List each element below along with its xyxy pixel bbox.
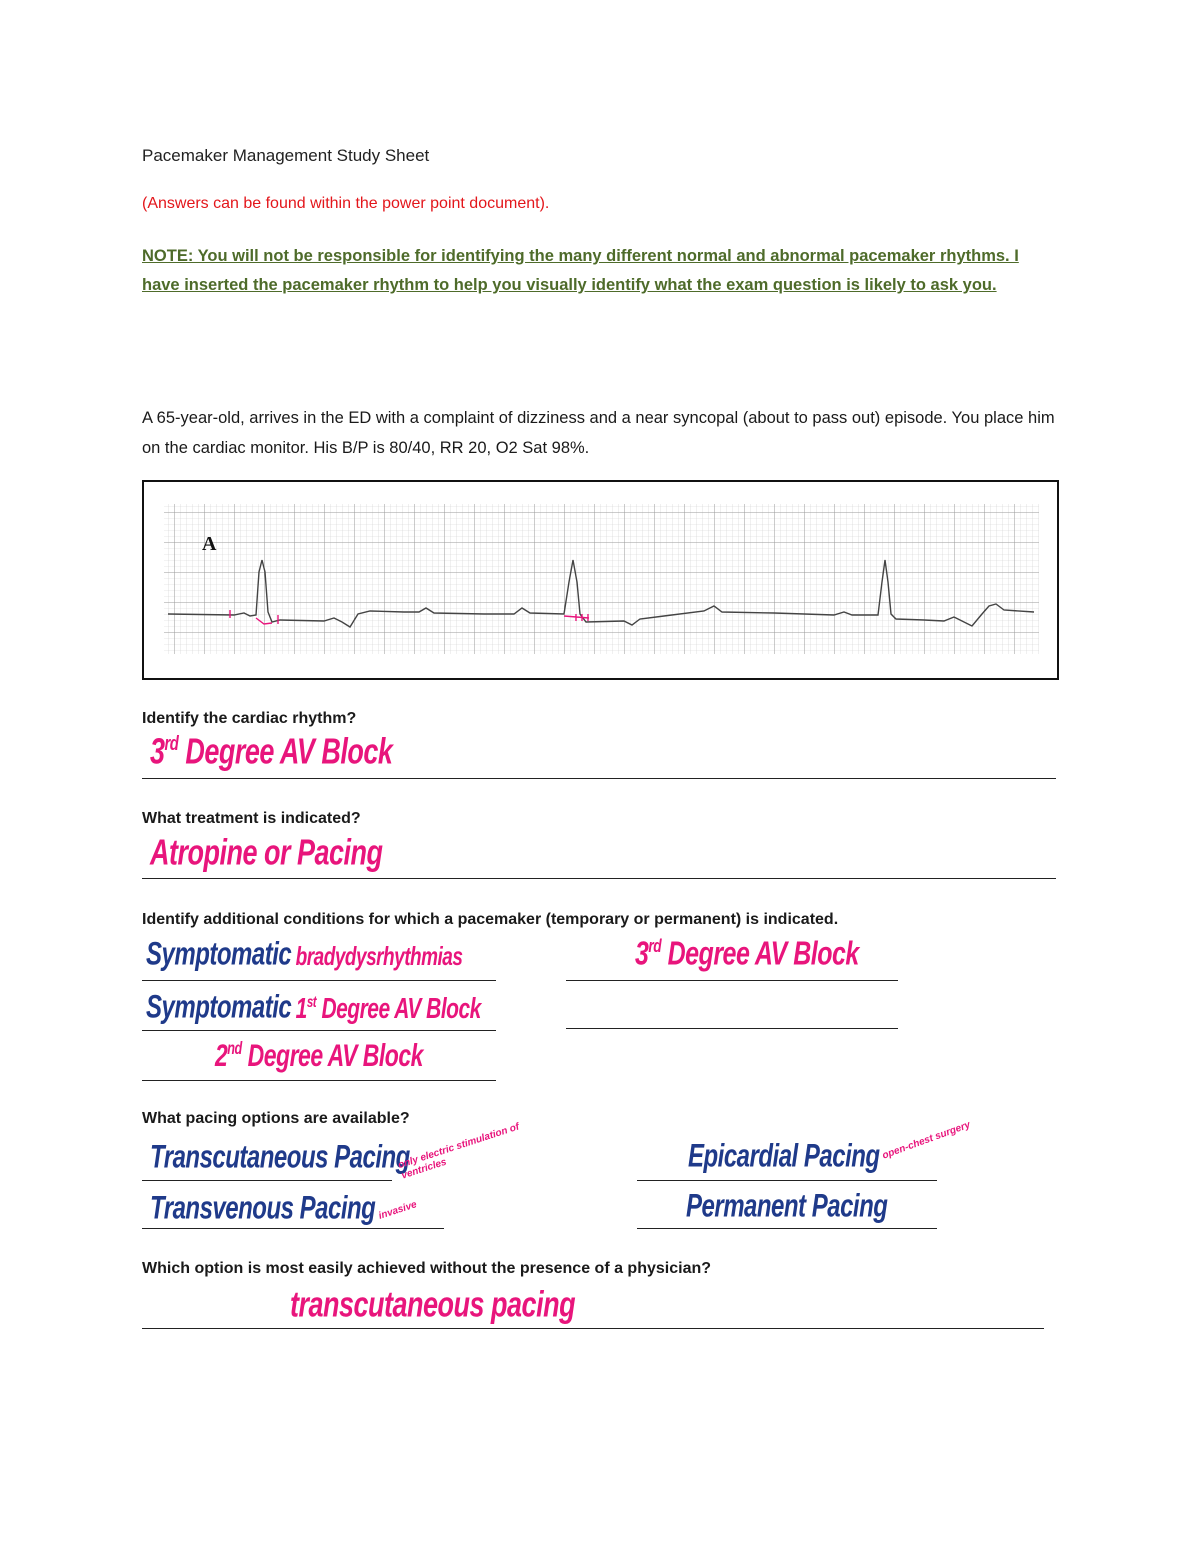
answer-rhythm (150, 731, 392, 773)
condition-1-blue: Symptomatic (146, 936, 292, 973)
question-conditions: Identify additional conditions for which a pacemaker (temporary or permanent) is indicated. (142, 911, 839, 928)
ecg-grid (164, 504, 1039, 654)
instruction-note: NOTE: You will not be responsible for identifying the many different normal and abnormal pacemaker rhythms. I have inserted the pacemaker rhythm to help you visually identify what the exam question is likely to ask you. (142, 247, 1019, 294)
answer-rhythm-number: 3 (150, 731, 165, 772)
answer-line-option-4 (637, 1228, 937, 1229)
document-title: Pacemaker Management Study Sheet (142, 146, 430, 165)
answers-subtitle: (Answers can be found within the power point document). (142, 195, 550, 212)
answer-treatment: Atropine or Pacing (150, 832, 383, 873)
pacing-option-transcutaneous: Transcutaneous Pacing (150, 1139, 410, 1176)
ecg-strip (144, 482, 1057, 678)
patient-scenario: A 65-year-old, arrives in the ED with a complaint of dizziness and a near syncopal (about to pass out) episode. You place him on the cardiac monitor. His B/P is 80/40, RR 20, O2 Sat 98%. (142, 409, 1055, 457)
condition-answer-4 (635, 935, 859, 974)
answer-line-treatment (142, 878, 1056, 879)
condition-2-number: 1 (295, 993, 307, 1025)
answer-rhythm-text: Degree AV Block (178, 731, 393, 772)
answer-line-condition-3 (142, 1080, 496, 1081)
answer-line-option-1 (142, 1180, 392, 1181)
answer-rhythm-suffix: rd (164, 733, 179, 756)
condition-3-number: 2 (215, 1037, 228, 1073)
condition-4-text: Degree AV Block (661, 934, 859, 973)
pacing-option-epicardial: Epicardial Pacing (688, 1138, 880, 1175)
ecg-strip-frame (142, 480, 1059, 680)
pacing-option-transvenous: Transvenous Pacing (150, 1190, 376, 1227)
condition-3-text: Degree AV Block (241, 1037, 423, 1073)
condition-answer-3 (215, 1038, 423, 1074)
pacing-note-epicardial: open-chest surgery (880, 1119, 972, 1162)
condition-2-blue: Symptomatic (146, 989, 292, 1026)
condition-2-text: Degree AV Block (316, 993, 481, 1025)
answer-line-rhythm (142, 778, 1056, 779)
answer-line-condition-5 (566, 1028, 898, 1029)
answer-line-option-3 (637, 1180, 937, 1181)
answer-line-condition-2 (142, 1030, 496, 1031)
question-pacing-options: What pacing options are available? (142, 1110, 410, 1127)
question-rhythm: Identify the cardiac rhythm? (142, 710, 357, 727)
condition-4-number: 3 (635, 934, 649, 973)
answer-line-option-2 (142, 1228, 444, 1229)
condition-1-pink: bradydysrhythmias (295, 943, 463, 972)
answer-line-condition-1 (142, 980, 496, 981)
ecg-label: A (202, 533, 217, 555)
condition-2-pink (296, 994, 481, 1026)
condition-2-suffix: st (306, 994, 317, 1012)
answer-line-condition-4 (566, 980, 898, 981)
pacing-option-permanent: Permanent Pacing (686, 1188, 888, 1225)
condition-answer-1 (146, 936, 463, 974)
answer-physician: transcutaneous pacing (290, 1284, 576, 1325)
answer-line-physician (142, 1328, 1044, 1329)
question-physician: Which option is most easily achieved without the presence of a physician? (142, 1260, 712, 1277)
condition-4-suffix: rd (648, 935, 662, 957)
question-treatment: What treatment is indicated? (142, 810, 361, 827)
condition-3-suffix: nd (227, 1039, 242, 1059)
pacing-note-transvenous: invasive (377, 1199, 419, 1222)
pacing-note-transcutaneous: only electric stimulation of ventricles (396, 1121, 521, 1182)
condition-answer-2 (146, 989, 481, 1027)
